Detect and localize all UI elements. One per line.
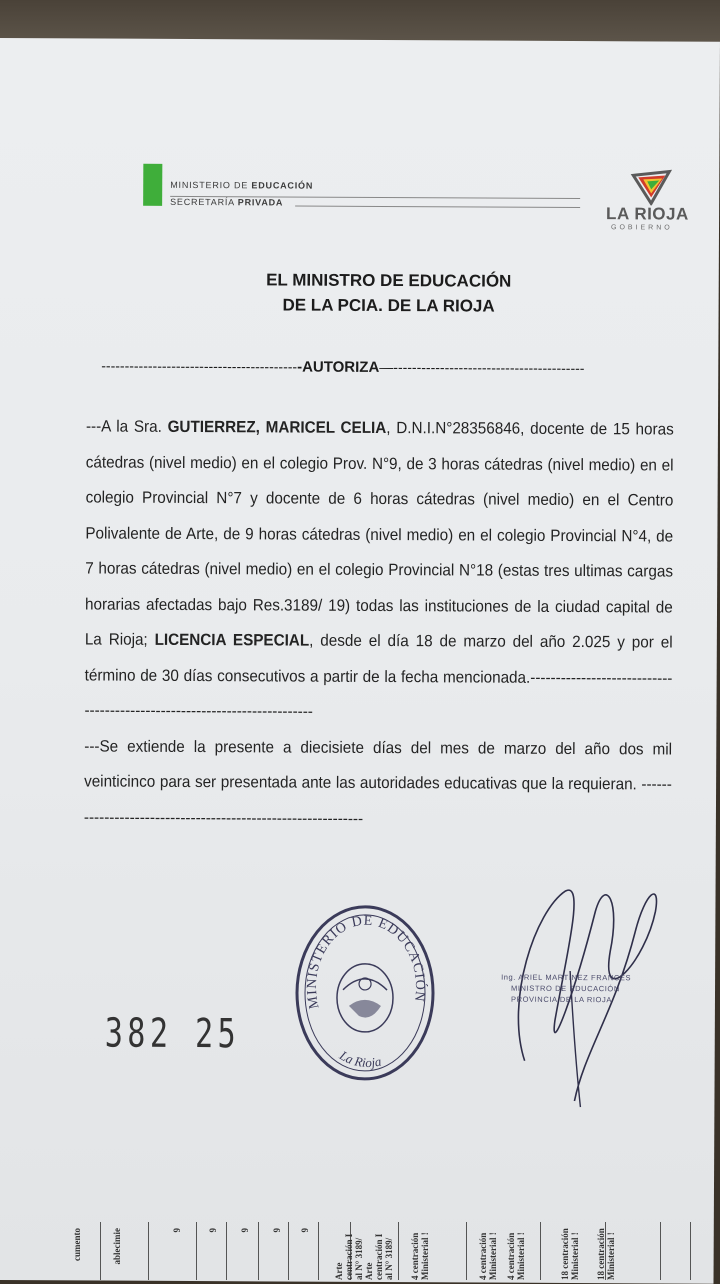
strip-divider (196, 1222, 197, 1280)
document-body (84, 409, 674, 838)
strip-column-text: Arte centración I al N° 3189/ (334, 1233, 364, 1280)
document-title (229, 267, 549, 319)
title-line-1: EL MINISTRO DE EDUCACIÓN (266, 270, 512, 291)
signatory-name: Ing. ARIEL MARTINEZ FRANCÉS (501, 972, 632, 983)
p1-intro: ---A la Sra. (85, 417, 168, 436)
strip-divider (398, 1222, 399, 1280)
title-line-2: DE LA PCIA. DE LA RIOJA (282, 295, 495, 316)
secretaria-prefix: SECRETARÍA (170, 196, 238, 208)
signatory-role: MINISTRO DE EDUCACIÓN (511, 983, 620, 994)
document-page (0, 38, 720, 1284)
strip-column-text: ablecimie (112, 1228, 122, 1265)
strip-divider (288, 1222, 289, 1280)
strip-column-text: cumento (72, 1228, 82, 1261)
logo-title: LA RIOJA (606, 204, 689, 224)
autoriza-right-dashes: —----------------------------------------- (379, 358, 585, 377)
seal-top-text: MINISTERIO DE EDUCACIÓN (304, 913, 428, 1011)
strip-divider (258, 1222, 259, 1280)
autoriza-heading (101, 358, 673, 378)
la-rioja-logo-icon (629, 169, 673, 205)
strip-divider (660, 1222, 661, 1280)
strip-divider (466, 1222, 467, 1280)
secretaria-name: PRIVADA (237, 197, 284, 208)
strip-column-text: Arte centración I al N° 3189/ (364, 1233, 394, 1280)
strip-column-text: 9 (300, 1228, 310, 1233)
p2-text: ---Se extiende la presente a diecisiete días del mes de marzo del año dos mil veinticinco para ser presentada ante las autoridades educativas que la requieran. (84, 736, 673, 794)
ministry-seal-icon (291, 898, 438, 1085)
p1-detail: , D.N.I.N°28356846, docente de 15 horas cátedras (nivel medio) en el colegio Prov. N°9, de 3 horas cátedras (nivel medio) en el colegio Provincial N°7 y docente de 6 horas cátedras (nivel medio) en el Centro Polivalente de Arte, de 9 horas cátedras (nivel medio) en el colegio Provincial N°4, de 7 horas cátedras (nivel medio) en el colegio Provincial N°18 (estas tres ultimas cargas horarias afectadas bajo Res.3189/ 19) todas las instituciones de la ciudad capital de La Rioja; (84, 419, 674, 649)
strip-divider (226, 1222, 227, 1280)
autoriza-word: -AUTORIZA (297, 358, 380, 376)
paragraph-authorization (84, 409, 673, 732)
strip-column-text: 18 centración Ministerial ! (596, 1228, 616, 1280)
logo-subtitle: GOBIERNO (610, 224, 673, 232)
seal-bottom-text: La Rioja (337, 1047, 383, 1070)
ministry-name: EDUCACIÓN (251, 180, 314, 191)
ministry-prefix: MINISTERIO DE (170, 179, 252, 191)
teacher-name: GUTIERREZ, MARICEL CELIA (167, 417, 387, 438)
strip-column-text: 9 (208, 1228, 218, 1233)
paragraph-issuance (84, 729, 672, 839)
header-rule-secondary (295, 206, 580, 208)
signatory-block (501, 972, 631, 1006)
strip-column-text: 9 (240, 1228, 250, 1233)
svg-text:La Rioja (336, 1047, 383, 1070)
p1-closing: , desde el día 18 de marzo del año 2.025 y por el término de 30 días consecutivos a partir de la fecha mencionada.- (84, 631, 673, 687)
strip-divider (690, 1222, 691, 1280)
p2-dashes: ------------------------------------------------------------- (83, 775, 672, 828)
strip-divider (318, 1222, 319, 1280)
signatory-province: PROVINCIA DE LA RIOJA (510, 994, 612, 1005)
secretaria-label (170, 197, 283, 208)
strip-column-text: 4 centración Ministerial ! (410, 1232, 430, 1280)
strip-column-text: 9 (272, 1228, 282, 1233)
strip-column-text: 4 centración Ministerial ! (506, 1232, 526, 1280)
strip-divider (540, 1222, 541, 1280)
strip-divider (100, 1222, 101, 1280)
strip-divider (148, 1222, 149, 1280)
strip-column-text: 18 centración Ministerial ! (560, 1228, 580, 1280)
ministry-label (170, 180, 313, 191)
autoriza-left-dashes: ------------------------------------------ (101, 357, 298, 375)
p1-dashes: ------------------------------------------------------------------------ (84, 668, 673, 721)
license-type: LICENCIA ESPECIAL (154, 630, 310, 650)
stamp-number: 382 25 (104, 1010, 241, 1058)
strip-column-text: 9 (172, 1228, 182, 1233)
strip-column-text: 4 centración Ministerial ! (478, 1232, 498, 1280)
ministry-green-bar (143, 164, 162, 206)
